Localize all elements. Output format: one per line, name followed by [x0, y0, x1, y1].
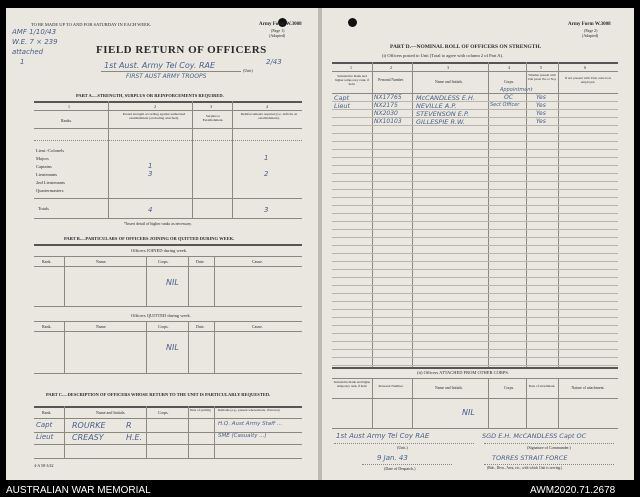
col-num: 2	[154, 104, 156, 109]
date-caption: (Date of Despatch.)	[384, 466, 416, 471]
col-num: 1	[68, 104, 70, 109]
d-row-2-name: NEVILLE A.P.	[416, 102, 457, 110]
d-row-1-rank: Capt	[334, 94, 350, 102]
b-header: Rank.	[42, 324, 52, 329]
rank-captains: Captains	[36, 164, 52, 169]
ruled-line	[332, 157, 618, 158]
d-row-4-num: NX10103	[374, 118, 402, 125]
quitted-title: Officers QUITTED during week.	[131, 313, 191, 318]
c-row-1-initials: R	[126, 421, 132, 430]
ruled-line	[332, 269, 618, 270]
col-num: 4	[508, 65, 510, 70]
col-num: 5	[540, 65, 542, 70]
b-header: Name.	[96, 259, 107, 264]
margin-note-1: AMF 1/10/43	[12, 28, 57, 36]
ruled-line	[332, 189, 618, 190]
footer-left: AUSTRALIAN WAR MEMORIAL	[6, 485, 151, 496]
ruled-line	[332, 333, 618, 334]
rank-lt-col: Lieut.-Colonels	[36, 148, 65, 153]
b-header: Date.	[196, 324, 205, 329]
ruled-line	[332, 325, 618, 326]
c-row-2-name: CREASY	[72, 433, 104, 442]
b-header: Name.	[96, 324, 107, 329]
form-page: (Page 1)	[271, 28, 285, 33]
footnote: *Insert detail of higher ranks as necessary.	[124, 221, 192, 226]
c-row-2-initials: H.E.	[126, 433, 143, 442]
lieutenants-reinf: 2	[264, 170, 269, 178]
d-row-2-corps: Sect Officer	[490, 102, 520, 108]
header-reinforcements: Reinforcements required (i.e. deficits on establishment).	[240, 112, 298, 120]
att-header-number: Personal Number.	[378, 384, 404, 388]
unit-label: (Unit)	[243, 68, 253, 73]
part-a-title: PART A.—STRENGTH, SURPLUS OR REINFORCEMENTS REQUIRED.	[76, 93, 224, 98]
form-number: Army Form W.3008	[568, 22, 611, 27]
col-num: 3	[210, 104, 212, 109]
d-row-3-present: Yes	[536, 110, 546, 117]
c-row-2-remark: SME (Casualty ...)	[218, 433, 267, 439]
att-header-corps: Corps.	[503, 386, 515, 390]
print-code: 4-A 58-3/42	[34, 463, 54, 468]
captains-count: 1	[148, 162, 153, 170]
punch-hole	[348, 18, 357, 27]
c-header: Name and Initials.	[96, 410, 126, 415]
c-row-2-rank: Lieut	[36, 433, 54, 441]
ruled-line	[332, 293, 618, 294]
commander-signature: SGD E.H. McCANDLESS Capt OC	[482, 432, 587, 440]
joined-title: Officers JOINED during week.	[131, 248, 188, 253]
part-d-title: PART D.—NOMINAL ROLL OF OFFICERS ON STRENGTH.	[390, 44, 541, 50]
rank-lieutenants: Lieutenants	[36, 172, 57, 177]
ruled-line	[332, 149, 618, 150]
b-header: Date.	[196, 259, 205, 264]
form-page: (Page 2)	[584, 28, 598, 33]
rank-majors: Majors	[36, 156, 49, 161]
ruled-line	[332, 125, 618, 126]
ruled-line	[332, 357, 618, 358]
formation: TORRES STRAIT FORCE	[492, 454, 568, 462]
part-c-title: PART C.—DESCRIPTION OF OFFICERS WHOSE RETURN TO THE UNIT IS PARTICULARLY REQUESTED.	[46, 392, 271, 397]
d-header-present: Whether present with Unit (state Yes or No).	[527, 73, 557, 81]
b-header: Rank.	[42, 259, 52, 264]
form-adapted: (Adapted)	[582, 33, 599, 38]
c-header: Corps.	[158, 410, 169, 415]
header-ranks: Ranks.	[61, 118, 72, 123]
c-row-1-name: ROURKE	[72, 421, 106, 430]
col-num: 2	[390, 65, 392, 70]
ruled-line	[332, 141, 618, 142]
rank-2nd-lieutenants: 2nd Lieutenants	[36, 180, 65, 185]
d-row-1-corps: OC	[504, 94, 513, 101]
ruled-line	[332, 229, 618, 230]
ruled-line	[332, 341, 618, 342]
reinf-note: 1	[264, 154, 269, 162]
d-header-corps: Corps.	[503, 80, 515, 84]
totals-posted: 4	[148, 206, 153, 214]
ruled-line	[332, 261, 618, 262]
ruled-line	[332, 309, 618, 310]
attached-title: (ii) Officers ATTACHED FROM OTHER CORPS.	[417, 370, 510, 375]
top-note: TO BE MADE UP TO AND FOR SATURDAY IN EACH WEEK.	[31, 22, 152, 27]
form-adapted: (Adapted)	[269, 33, 286, 38]
form-title: FIELD RETURN OF OFFICERS	[96, 44, 267, 56]
c-header: Rank.	[42, 410, 52, 415]
att-header-date: Date of attachment.	[528, 384, 556, 388]
quitted-nil: NIL	[166, 343, 179, 352]
joined-nil: NIL	[166, 278, 179, 287]
unit-caption: (Unit.)	[397, 445, 408, 450]
d-row-3-num: NX2030	[374, 110, 398, 117]
ruled-line	[332, 205, 618, 206]
totals-label: Totals	[38, 206, 49, 211]
form-number: Army Form W.3008	[259, 22, 302, 27]
ruled-line	[332, 245, 618, 246]
part-d-subtitle: (i) Officers posted to Unit (Total to agree with column 2 of Part A).	[382, 53, 504, 58]
ruled-line	[332, 301, 618, 302]
d-row-2-present: Yes	[536, 102, 546, 109]
margin-note-2: W.E. 7 × 239	[12, 38, 58, 46]
ruled-line	[332, 173, 618, 174]
c-row-1-remark: H.Q. Aust Army Staff ...	[218, 421, 283, 427]
b-header: Corps.	[158, 259, 169, 264]
right-page	[322, 8, 634, 480]
b-header: Cause.	[252, 259, 263, 264]
att-header-rank: Substantive Rank and higher temporary rank, if held.	[333, 380, 371, 388]
date-handwritten: 2/43	[266, 58, 282, 66]
ruled-line	[332, 285, 618, 286]
d-header-number: Personal Number.	[378, 78, 404, 82]
c-header: Date of quitting	[190, 408, 211, 412]
left-page	[6, 8, 318, 480]
d-row-3-name: STEVENSON E.P.	[416, 110, 470, 118]
ruled-line	[332, 365, 618, 366]
ruled-line	[332, 253, 618, 254]
ruled-line	[332, 221, 618, 222]
formation-caption: (Bde., Divn., Area, etc., with which Unit is serving.)	[487, 466, 563, 470]
d-row-1-num: NX17765	[374, 94, 402, 101]
part-b-title: PART B.—PARTICULARS OF OFFICERS JOINING OR QUITTED DURING WEEK.	[64, 236, 235, 241]
ruled-line	[332, 277, 618, 278]
ruled-line	[332, 197, 618, 198]
d-header-rank: Substantive Rank and higher temporary rank, if held.	[334, 74, 370, 86]
ruled-line	[332, 165, 618, 166]
ruled-line	[332, 317, 618, 318]
col-num: 3	[447, 65, 449, 70]
footer-right: AWM2020.71.2678	[530, 485, 616, 496]
d-row-2-num: NX2175	[374, 102, 398, 109]
col-num: 4	[266, 104, 268, 109]
header-posted: Posted strength according against authorized establishment (excluding attached).	[122, 112, 186, 120]
ruled-line	[332, 237, 618, 238]
attached-nil: NIL	[462, 408, 475, 417]
unit-signature: 1st Aust Army Tel Coy RAE	[336, 432, 430, 440]
rank-quartermasters: Quartermasters	[36, 188, 64, 193]
b-header: Corps.	[158, 324, 169, 329]
c-header: Remarks (e.g., present whereabouts, if known)	[218, 408, 280, 412]
signature-caption: (Signature of Commander.)	[527, 445, 571, 450]
ruled-line	[332, 349, 618, 350]
ruled-line	[332, 133, 618, 134]
d-row-2-rank: Lieut	[334, 102, 351, 110]
despatch-date: 9 Jan. 43	[377, 454, 408, 462]
col-num: 1	[350, 65, 352, 70]
header-surplus: Surplus to Establishment.	[202, 114, 224, 122]
att-header-name: Name and Initials.	[435, 386, 463, 390]
d-row-1-present: Yes	[536, 94, 546, 101]
totals-reinf: 3	[264, 206, 269, 214]
lieutenants-count: 3	[148, 170, 153, 178]
d-header-employed: If not present with Unit, state how employed.	[564, 76, 612, 84]
b-header: Cause.	[252, 324, 263, 329]
ruled-line	[332, 213, 618, 214]
unit-subtitle: FIRST AUST ARMY TROOPS	[126, 73, 207, 80]
margin-note-4: 1	[20, 58, 25, 66]
appointment-note: Appointment	[500, 87, 533, 93]
att-header-nature: Nature of attachment.	[571, 386, 605, 390]
d-header-name: Name and Initials.	[435, 80, 463, 84]
ruled-line	[332, 181, 618, 182]
margin-note-3: attached	[12, 48, 44, 56]
d-row-4-name: GILLESPIE R.W.	[416, 118, 465, 126]
unit-handwritten: 1st Aust. Army Tel Coy. RAE	[104, 61, 216, 70]
d-row-4-present: Yes	[536, 118, 546, 125]
d-row-1-name: McCANDLESS E.H.	[416, 94, 475, 102]
col-num: 6	[584, 65, 586, 70]
c-row-1-rank: Capt	[36, 421, 53, 429]
